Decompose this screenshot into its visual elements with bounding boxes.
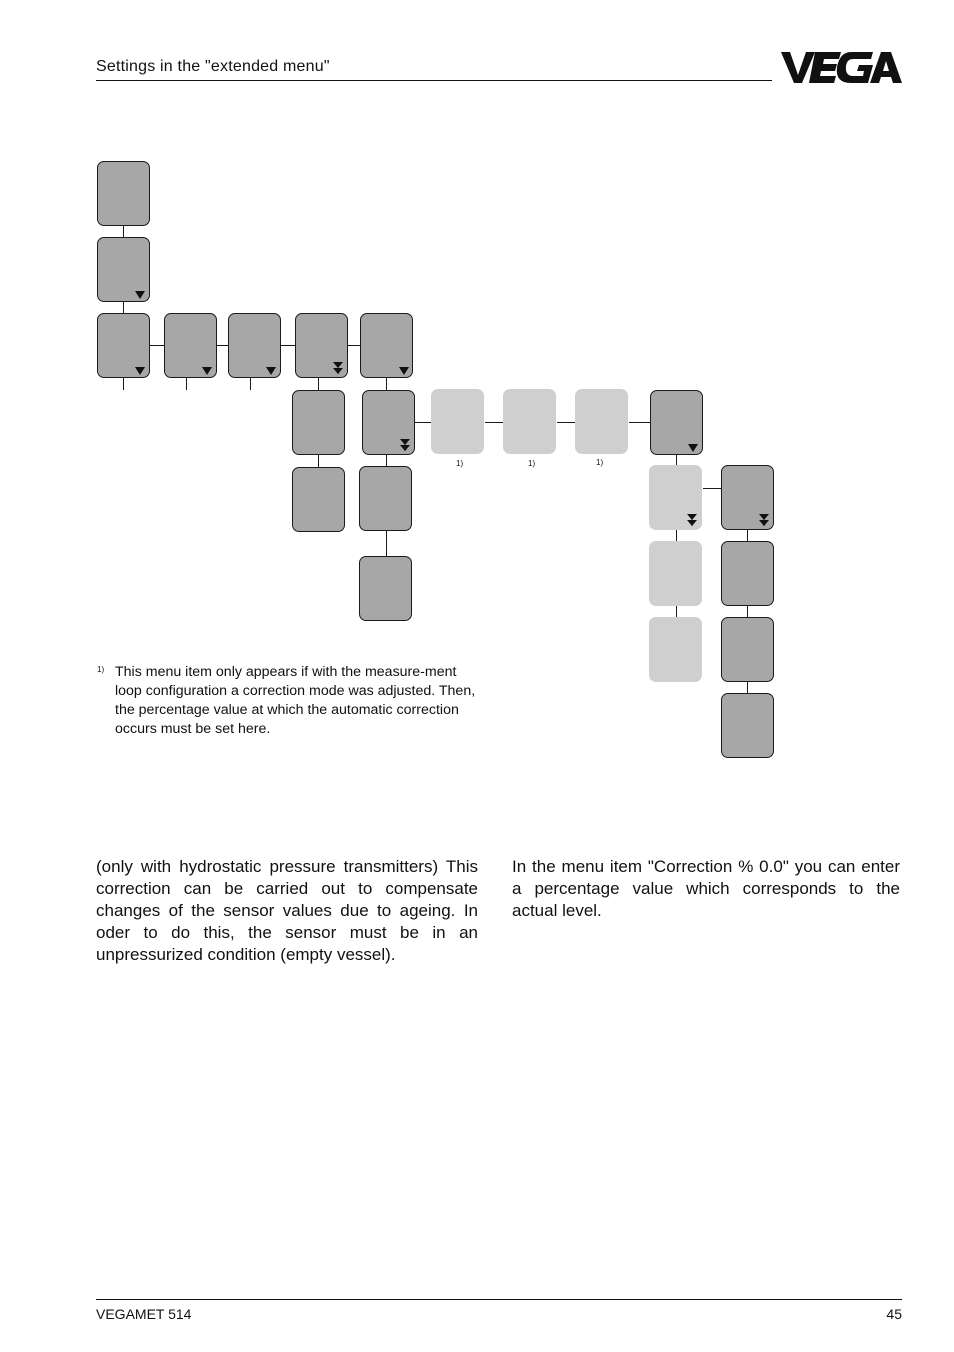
- menu-box: [360, 313, 413, 378]
- menu-box: [359, 556, 412, 621]
- arrow-down-icon: [202, 367, 212, 375]
- menu-box: [721, 541, 774, 606]
- footnote-marker: 1): [456, 459, 464, 468]
- menu-box: [721, 617, 774, 682]
- menu-box: [164, 313, 217, 378]
- arrow-down-icon: [688, 444, 698, 452]
- optional-menu-box: [649, 541, 702, 606]
- optional-menu-box: [649, 465, 702, 530]
- double-arrow-down-icon: [333, 362, 343, 376]
- menu-box: [721, 693, 774, 758]
- arrow-down-icon: [399, 367, 409, 375]
- arrow-down-icon: [135, 367, 145, 375]
- left-paragraph: (only with hydrostatic pressure transmitters) This correction can be carried out to compensate changes of the sensor values due to ageing. In oder to do this, the sensor must be in an unpressurized condition (empty vessel).: [96, 857, 478, 964]
- menu-box: [650, 390, 703, 455]
- menu-box: [228, 313, 281, 378]
- menu-box: [97, 237, 150, 302]
- footnote-marker: 1): [596, 458, 604, 467]
- vega-logo: [781, 48, 903, 86]
- page-number: 45: [886, 1306, 902, 1322]
- header-rule: [96, 80, 772, 81]
- optional-menu-box: [575, 389, 628, 454]
- footer-rule: [96, 1299, 902, 1300]
- arrow-down-icon: [266, 367, 276, 375]
- double-arrow-down-icon: [759, 514, 769, 528]
- menu-box: [295, 313, 348, 378]
- arrow-down-icon: [135, 291, 145, 299]
- footnote-marker: 1): [97, 665, 105, 674]
- menu-box: [292, 467, 345, 532]
- menu-box: [362, 390, 415, 455]
- menu-box: [97, 161, 150, 226]
- product-name: VEGAMET 514: [96, 1306, 192, 1322]
- right-paragraph: In the menu item "Correction % 0.0" you can enter a percentage value which corresponds to the actual level.: [512, 857, 900, 920]
- optional-menu-box: [431, 389, 484, 454]
- menu-box: [292, 390, 345, 455]
- double-arrow-down-icon: [687, 514, 697, 528]
- optional-menu-box: [649, 617, 702, 682]
- section-title: Settings in the "extended menu": [96, 58, 330, 75]
- optional-menu-box: [503, 389, 556, 454]
- menu-box: [359, 466, 412, 531]
- double-arrow-down-icon: [400, 439, 410, 453]
- menu-box: [97, 313, 150, 378]
- menu-box: [721, 465, 774, 530]
- footnote-text: This menu item only appears if with the measure-ment loop configuration a correction mode was adjusted. Then, the percentage value at which the automatic correction occurs must be set here.: [115, 664, 476, 737]
- footnote-marker: 1): [528, 459, 536, 468]
